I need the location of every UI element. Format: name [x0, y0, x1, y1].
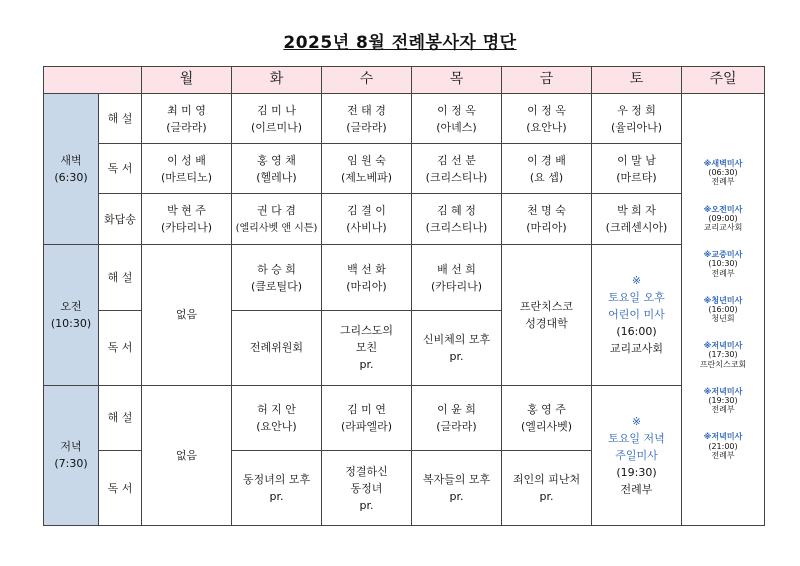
header-corner: [44, 67, 142, 94]
cell-dawn-commentary-mon: [142, 94, 232, 144]
volunteer-name: 이 정 옥: [527, 103, 566, 117]
volunteer-name: 이 성 배: [167, 153, 206, 167]
baptismal-name: (마리아): [346, 279, 387, 293]
baptismal-name: (클로틸다): [250, 279, 303, 293]
role-commentary: 해 설: [99, 245, 142, 311]
volunteer-name: 이 경 배: [527, 153, 566, 167]
cell-morning-commentary-wed: [322, 245, 412, 311]
period-dawn: [44, 94, 99, 245]
mass-item: ※저녁미사 (19:30) 전례부: [703, 386, 743, 415]
mass-item: ※오전미사 (09:00) 교리교사회: [703, 204, 743, 232]
cell-dawn-reading-thu: [412, 144, 502, 194]
period-morning: [44, 245, 99, 385]
cell-morning-reading-thu: [412, 310, 502, 385]
baptismal-name: (카타리나): [160, 221, 213, 235]
cell-morning-mon: 없음: [142, 245, 232, 385]
cell-dawn-response-thu: [412, 194, 502, 245]
volunteer-name: 이 말 남: [617, 153, 656, 167]
cell-evening-reading-fri: [502, 451, 592, 526]
header-wed: 수: [322, 67, 412, 94]
role-commentary: 해 설: [99, 94, 142, 144]
header-thu: 목: [412, 67, 502, 94]
cell-evening-sat: [592, 385, 682, 525]
schedule-table: [43, 66, 765, 526]
period-time: (7:30): [54, 457, 88, 471]
volunteer-name: 하 승 희: [257, 262, 296, 276]
rosary-group: 신비체의 모후: [422, 332, 491, 346]
volunteer-name: 박 현 주: [167, 204, 206, 218]
period-name: 오전: [60, 299, 82, 313]
group-name: 프란치스코: [519, 299, 574, 313]
baptismal-name: (카타리나): [430, 279, 483, 293]
cell-evening-commentary-thu: [412, 385, 502, 451]
header-mon: 월: [142, 67, 232, 94]
baptismal-name: (사비나): [346, 221, 387, 235]
cell-dawn-commentary-tue: [232, 94, 322, 144]
baptismal-name: (크리스티나): [425, 221, 488, 235]
volunteer-name: 박 희 자: [617, 204, 656, 218]
baptismal-name: (이르미나): [250, 120, 303, 134]
volunteer-name: 허 지 안: [257, 402, 296, 416]
baptismal-name: (제노베파): [340, 170, 393, 184]
role-response: 화답송: [99, 194, 142, 245]
group-suffix: pr.: [449, 349, 464, 363]
cell-morning-commentary-thu: [412, 245, 502, 311]
cell-morning-sat: [592, 245, 682, 385]
group-suffix: pr.: [269, 490, 284, 504]
role-reading: 독 서: [99, 144, 142, 194]
dawn-response-row: [44, 194, 765, 245]
baptismal-name: (헬레나): [256, 170, 297, 184]
group-suffix: pr.: [449, 490, 464, 504]
cell-dawn-response-wed: [322, 194, 412, 245]
group-suffix: pr.: [539, 490, 554, 504]
baptismal-name: (크레센시아): [605, 221, 668, 235]
dawn-reading-row: [44, 144, 765, 194]
cell-dawn-reading-wed: [322, 144, 412, 194]
volunteer-name: 이 정 옥: [437, 103, 476, 117]
volunteer-name: 김 혜 정: [437, 204, 476, 218]
cell-evening-reading-tue: [232, 451, 322, 526]
note-org: 전례부: [620, 482, 653, 496]
cell-morning-fri: [502, 245, 592, 385]
cell-evening-commentary-fri: [502, 385, 592, 451]
cell-evening-commentary-wed: [322, 385, 412, 451]
baptismal-name: (엘리사벳): [520, 419, 573, 433]
baptismal-name: (엘리사벳 앤 시튼): [235, 223, 318, 235]
period-name: 새벽: [60, 154, 82, 168]
rosary-group: 정결하신: [345, 464, 388, 478]
mass-item: ※저녁미사 (17:30) 프란치스코회: [699, 341, 747, 369]
note-mark: ※: [631, 274, 642, 288]
mass-item: ※저녁미사 (21:00) 전례부: [703, 432, 743, 460]
volunteer-name: 천 명 숙: [527, 204, 566, 218]
page-title: 2025년 8월 전례봉사자 명단: [283, 33, 517, 53]
dawn-commentary-row: [44, 94, 765, 144]
header-sun: 주일: [682, 67, 765, 94]
mass-item: ※교중미사 (10:30) 전례부: [703, 250, 743, 278]
baptismal-name: (글라라): [346, 120, 387, 134]
cell-dawn-response-sat: [592, 194, 682, 245]
morning-commentary-row: [44, 245, 765, 311]
baptismal-name: (마르티노): [160, 170, 213, 184]
header-row: [44, 67, 765, 94]
note-mark: ※: [631, 414, 642, 428]
volunteer-name: 홍 영 주: [527, 402, 566, 416]
cell-dawn-reading-tue: [232, 144, 322, 194]
header-fri: 금: [502, 67, 592, 94]
cell-dawn-commentary-thu: [412, 94, 502, 144]
mass-item: ※새벽미사 (06:30) 전례부: [703, 159, 743, 187]
role-reading: 독 서: [99, 310, 142, 385]
header-sat: 토: [592, 67, 682, 94]
period-time: (6:30): [54, 171, 88, 185]
volunteer-name: 백 선 화: [347, 262, 386, 276]
volunteer-name: 최 미 영: [167, 103, 206, 117]
role-commentary: 해 설: [99, 385, 142, 451]
header-tue: 화: [232, 67, 322, 94]
volunteer-name: 권 다 겸: [257, 204, 296, 218]
cell-dawn-commentary-wed: [322, 94, 412, 144]
rosary-group: 동정녀의 모후: [242, 473, 311, 487]
note-line: 토요일 저녁: [608, 431, 665, 445]
group-suffix: pr.: [359, 358, 374, 372]
baptismal-name: (마르타): [616, 170, 657, 184]
baptismal-name: (마리아): [526, 221, 567, 235]
cell-morning-reading-tue: 전례위원회: [232, 310, 322, 385]
volunteer-name: 임 원 숙: [347, 153, 386, 167]
note-time: (16:00): [616, 325, 657, 339]
cell-evening-reading-wed: [322, 451, 412, 526]
volunteer-name: 홍 영 채: [257, 153, 296, 167]
baptismal-name: (요안나): [256, 419, 297, 433]
rosary-group: 죄인의 피난처: [512, 473, 581, 487]
period-evening: [44, 385, 99, 525]
rosary-group: 동정녀: [350, 481, 383, 495]
role-reading: 독 서: [99, 451, 142, 526]
rosary-group: 그리스도의: [339, 324, 394, 338]
volunteer-name: 전 태 경: [347, 103, 386, 117]
note-line: 토요일 오후: [608, 291, 665, 305]
volunteer-name: 김 결 이: [347, 204, 386, 218]
baptismal-name: (라파엘라): [340, 419, 393, 433]
cell-evening-reading-thu: [412, 451, 502, 526]
note-time: (19:30): [616, 465, 657, 479]
baptismal-name: (율리아나): [610, 120, 663, 134]
cell-dawn-commentary-fri: [502, 94, 592, 144]
cell-dawn-response-fri: [502, 194, 592, 245]
rosary-group: 복자들의 모후: [422, 473, 491, 487]
group-suffix: pr.: [359, 498, 374, 512]
sunday-mass-list: [682, 94, 765, 526]
cell-evening-commentary-tue: [232, 385, 322, 451]
period-time: (10:30): [50, 316, 92, 330]
group-name: 성경대학: [525, 316, 568, 330]
note-line: 주일미사: [615, 448, 658, 462]
rosary-group: 모친: [355, 341, 378, 355]
cell-dawn-response-tue: [232, 194, 322, 245]
evening-commentary-row: [44, 385, 765, 451]
volunteer-name: 우 정 희: [617, 103, 656, 117]
baptismal-name: (글라라): [436, 419, 477, 433]
cell-morning-commentary-tue: [232, 245, 322, 311]
cell-dawn-commentary-sat: [592, 94, 682, 144]
baptismal-name: (요안나): [526, 120, 567, 134]
period-name: 저녁: [60, 440, 82, 454]
volunteer-name: 김 선 분: [437, 153, 476, 167]
baptismal-name: (아녜스): [436, 120, 477, 134]
cell-evening-mon: 없음: [142, 385, 232, 525]
volunteer-name: 배 선 희: [437, 262, 476, 276]
volunteer-name: 김 미 연: [347, 402, 386, 416]
cell-dawn-reading-sat: [592, 144, 682, 194]
baptismal-name: (크리스티나): [425, 170, 488, 184]
volunteer-name: 김 미 나: [257, 103, 296, 117]
cell-dawn-response-mon: [142, 194, 232, 245]
cell-morning-reading-wed: [322, 310, 412, 385]
note-org: 교리교사회: [609, 342, 664, 356]
baptismal-name: (요 셉): [529, 170, 564, 184]
mass-item: ※청년미사 (16:00) 청년회: [703, 295, 743, 324]
cell-dawn-reading-mon: [142, 144, 232, 194]
baptismal-name: (글라라): [166, 120, 207, 134]
note-line: 어린이 미사: [608, 308, 665, 322]
volunteer-name: 이 윤 희: [437, 402, 476, 416]
cell-dawn-reading-fri: [502, 144, 592, 194]
